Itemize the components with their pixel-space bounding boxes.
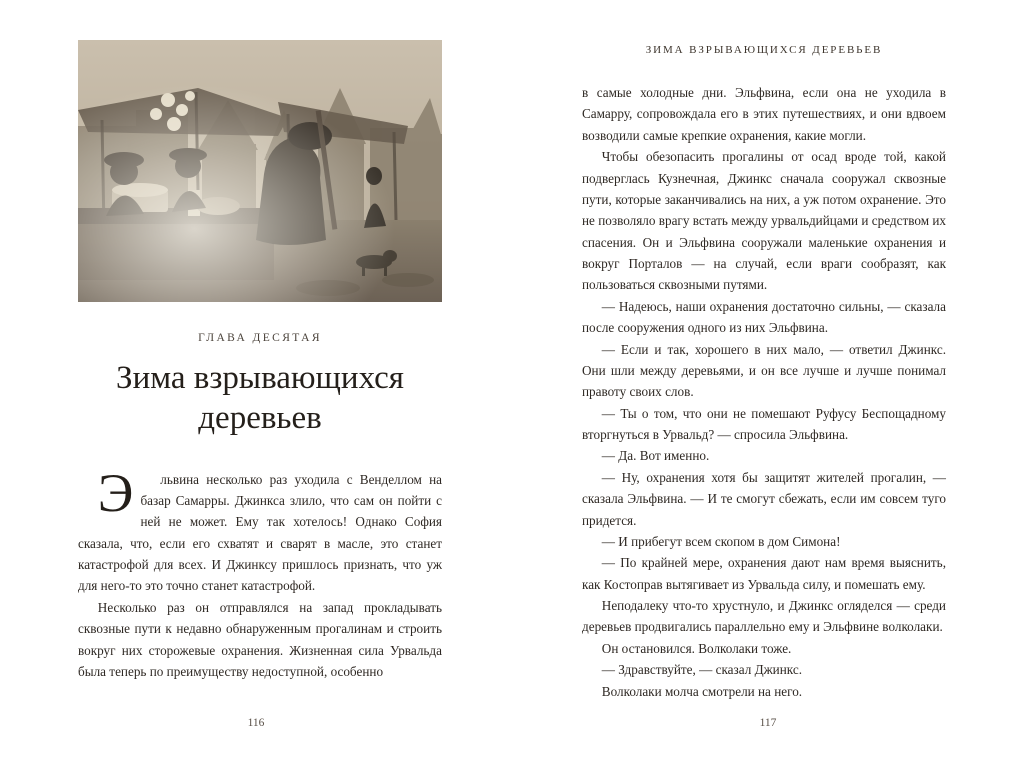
paragraph: Несколько раз он отправлялся на запад прокладывать сквозные пути к недавно обнаруженным прогалинам и строить вокруг них сторожевые охранения. Жизненная сила Урвальда была теперь по преимуществу недоступной, особенно [78,599,442,679]
right-page-body [582,82,946,702]
paragraph: — Если и так, хорошего в них мало, — ответил Джинкс. Они шли между деревьями, и он все лучше и лучше понимал правоту своих слов. [582,341,946,400]
chapter-kicker: ГЛАВА ДЕСЯТАЯ [198,332,322,344]
left-page-body [78,462,442,683]
right-page [512,0,1024,759]
paragraph: — Ну, охранения хотя бы защитят жителей прогалин, — сказала Эльфвина. — И те смогут сбежать, если им совсем туго придется. [582,469,946,528]
page-number: 117 [759,717,777,729]
paragraph: Он остановился. Волколаки тоже. [601,640,792,656]
paragraph: Чтобы обезопасить прогалины от осад вроде той, какой подверглась Кузнечная, Джинкс сначала сооружал сквозные пути, которые заканчивались на них, а уж потом охранение. Это не позволяло врагу встать между урвальдийцами и средством их спасения. Он и Эльфвина сооружали маленькие охранения и вокруг Порталов — на случай, если враги сообразят, как пользоваться сквозными путями. [582,149,946,293]
paragraph: — Да. Вот именно. [601,448,710,464]
running-head: ЗИМА ВЗРЫВАЮЩИХСЯ ДЕРЕВЬЕВ [645,44,883,56]
paragraph: — Ты о том, что они не помешают Руфусу Беспощадному вторгнуться в Урвальд? — спросила Эльфвина. [582,405,946,442]
illustration-artwork [78,40,442,302]
paragraph-text: львина несколько раз уходила с Венделлом на базар Самарры. Джинкса злило, что сам он пойти с ней не может. Ему так хотелось! Однако София сказала, что, если его схватят и сварят в масле, это станет катастрофой для всех. И Джинксу пришлось признать, что уж для него-то это точно станет катастрофой. [78,471,442,594]
drop-cap: Э [97,462,134,523]
paragraph: — Надеюсь, наши охранения достаточно сильны, — сказала после сооружения одного из них Эльфвина. [582,298,946,336]
paragraph: — И прибегут всем скопом в дом Симона! [601,533,841,549]
market-scene-illustration [78,40,442,302]
chapter-title: Зима взрывающихся деревьев [116,360,404,437]
paragraph: — По крайней мере, охранения дают нам время выяснить, как Костоправ вытягивает из Урвальда силу, и помешать ему. [582,555,946,592]
paragraph: Неподалеку что-то хрустнуло, и Джинкс огляделся — среди деревьев продвигались параллельно ему и Эльфвине волколаки. [582,598,946,635]
paragraph [78,462,442,597]
chapter-illustration [78,40,442,302]
paragraph: — Здравствуйте, — сказал Джинкс. [601,662,803,678]
paragraph: в самые холодные дни. Эльфвина, если она не уходила в Самарру, сопровождала его в этих путешествиях, и они вдвоем возводили самые крепкие охранения, какие могли. [582,85,946,143]
page-number: 116 [247,717,265,729]
paragraph: Волколаки молча смотрели на него. [601,683,803,699]
